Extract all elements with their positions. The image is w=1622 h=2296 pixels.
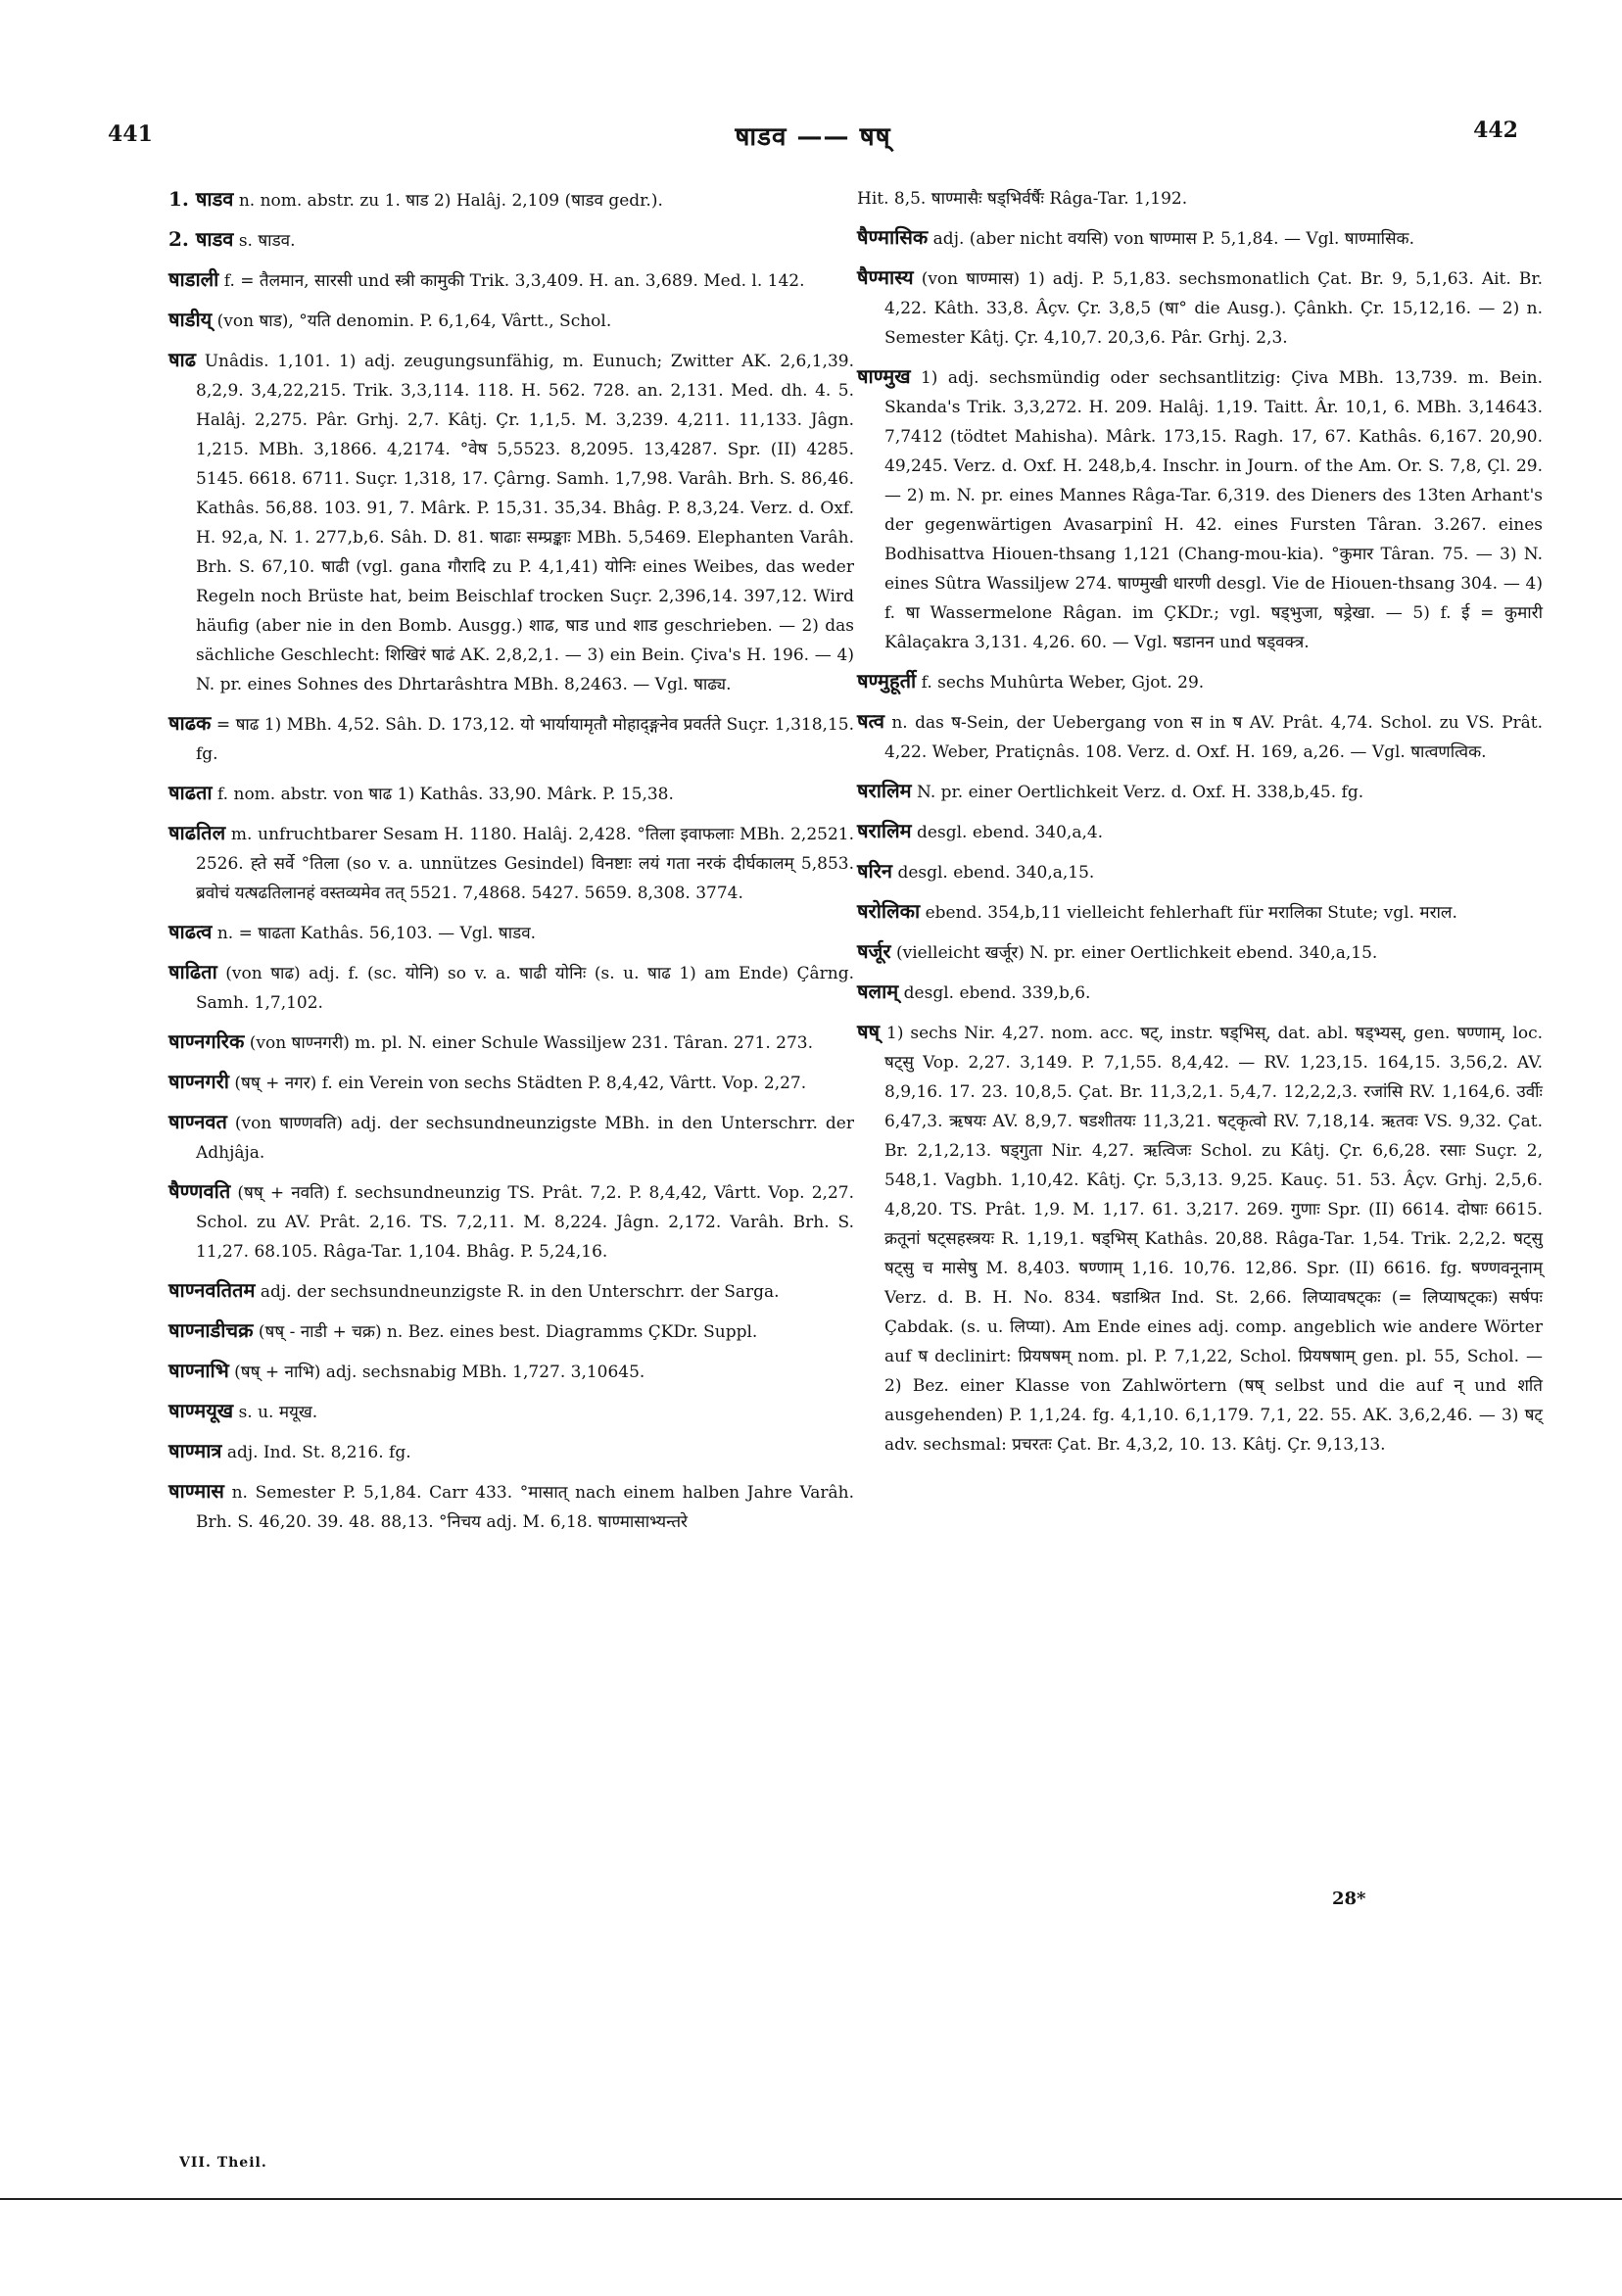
dictionary-entry (168, 1396, 854, 1427)
entry-headword: षाडीय् (168, 308, 213, 331)
entry-headword: षाढतिल (168, 821, 226, 844)
dictionary-entry (168, 1436, 854, 1467)
dictionary-entry (168, 957, 854, 1018)
dictionary-entry (857, 977, 1543, 1008)
entry-headword: 1. षाडव (168, 187, 234, 211)
entry-text: (von षाढ) adj. f. (sc. योनि) so v. a. षाढी योनिः (s. u. षाढ 1) am Ende) Çârng. Samh. 1,7,102. (196, 964, 855, 1013)
dictionary-entry (168, 708, 854, 769)
entry-headword: षाण्नवत (168, 1110, 227, 1133)
entry-headword: षाण्नवतितम (168, 1278, 256, 1302)
entry-headword: षाडाली (168, 267, 219, 291)
dictionary-entry (857, 361, 1543, 657)
dictionary-entry (168, 818, 854, 908)
entry-headword: षाण्मास (168, 1479, 224, 1503)
entry-text: desgl. ebend. 340,a,15. (897, 863, 1095, 883)
page-header (108, 116, 1518, 155)
entry-text: n. nom. abstr. zu 1. षाड 2) Halâj. 2,109 (षाडव gedr.). (238, 191, 663, 211)
dictionary-entry (857, 936, 1543, 968)
dictionary-entry (857, 184, 1543, 214)
entry-text: N. pr. einer Oertlichkeit Verz. d. Oxf. H. 338,b,45. fg. (917, 783, 1364, 802)
entry-headword: षाण्मयूख (168, 1399, 234, 1422)
dictionary-entry (168, 1476, 854, 1537)
right-column (857, 184, 1543, 1468)
entry-headword: षाढिता (168, 960, 217, 983)
entry-text: adj. (aber nicht वयसि) von षाण्मास P. 5,1,84. — Vgl. षाण्मासिक. (932, 229, 1415, 249)
dictionary-entry (168, 778, 854, 809)
entry-headword: षाण्नगरी (168, 1070, 229, 1093)
entry-text: Hit. 8,5. षाण्मासैः षड्भिर्वर्षैः Râga-Tar. 1,192. (857, 189, 1188, 209)
page-number-right: 442 (1473, 118, 1518, 143)
sheet-number: 28* (1332, 1889, 1366, 1909)
dictionary-entry (857, 816, 1543, 847)
entry-text: n. das ष-Sein, der Uebergang von स in ष AV. Prât. 4,74. Schol. zu VS. Prât. 4,22. Weber, Pratiçnâs. 108. Verz. d. Oxf. H. 169, a,26. — Vgl. षात्वणत्विक. (884, 713, 1543, 762)
entry-text: ebend. 354,b,11 vielleicht fehlerhaft für मरालिका Stute; vgl. मराल. (925, 903, 1457, 923)
dictionary-entry (168, 1027, 854, 1058)
entry-text: f. = तैलमान, सारसी und स्त्री कामुकी Trik. 3,3,409. H. an. 3,689. Med. l. 142. (223, 271, 805, 291)
entry-text: (षष् - नाडी + चक्र) n. Bez. eines best. Diagramms ÇKDr. Suppl. (258, 1322, 758, 1342)
running-title: षाडव —— षष् (735, 122, 891, 152)
dictionary-entry (168, 1356, 854, 1387)
entry-text: (von षाड), °यति denomin. P. 6,1,64, Vârtt., Schol. (216, 311, 612, 331)
dictionary-entry (857, 776, 1543, 807)
dictionary-entry (168, 1315, 854, 1347)
dictionary-entry (168, 917, 854, 948)
dictionary-entry (168, 264, 854, 296)
entry-headword: षाण्नाभि (168, 1359, 229, 1382)
entry-headword: 2. षाडव (168, 227, 234, 251)
entry-text: (vielleicht खर्जूर) N. pr. einer Oertlichkeit ebend. 340,a,15. (896, 943, 1378, 963)
entry-text: n. = षाढता Kathâs. 56,103. — Vgl. षाडव. (216, 924, 537, 943)
entry-text: s. u. मयूख. (238, 1403, 318, 1422)
entry-text: f. nom. abstr. von षाढ 1) Kathâs. 33,90. Mârk. P. 15,38. (217, 785, 674, 804)
entry-headword: षरिन (857, 859, 893, 883)
entry-headword: षाढक (168, 711, 212, 735)
entry-text: (षष् + नवति) f. sechsundneunzig TS. Prât. 7,2. P. 8,4,42, Vârtt. Vop. 2,27. Schol. zu AV. Prât. 2,16. TS. 7,2,11. M. 8,224. Jâgn. 2,172. Varâh. Brh. S. 11,27. 68.105. Râga-Tar. 1,104. Bhâg. P. 5,24,16. (196, 1183, 854, 1262)
entry-text: desgl. ebend. 339,b,6. (903, 983, 1091, 1003)
dictionary-entry (168, 345, 854, 699)
entry-headword: षाढ (168, 348, 196, 371)
entry-text: (von षाण्णवति) adj. der sechsundneunzigste MBh. in den Unterschrr. der Adhjâja. (196, 1114, 854, 1163)
dictionary-entry (168, 1176, 854, 1267)
entry-text: m. unfruchtbarer Sesam H. 1180. Halâj. 2,428. °तिला इवाफलाः MBh. 2,2521. 2526. ह्ते सर्वे °तिला (so v. a. unnützes Gesindel) विनष्टाः लयं गता नरकं दीर्घकालम् 5,853. ब्रवोचं यत्षढतिलानहं वस्तव्यमेव तत् 5521. 7,4868. 5427. 5659. 8,308. 3774. (196, 825, 854, 903)
entry-headword: षरालिम (857, 819, 912, 842)
entry-text: 1) sechs Nir. 4,27. nom. acc. षट्, instr. षड्भिस्, dat. abl. षड्भ्यस्, gen. षण्णाम्, loc. षट्सु Vop. 2,27. 3,149. P. 7,1,55. 8,4,42. — RV. 1,23,15. 164,15. 3,56,2. AV. 8,9,16. 17. 23. 10,8,5. Çat. Br. 11,3,2,1. 5,4,7. 12,2,2,3. रजांसि RV. 1,164,6. उर्वीः 6,47,3. ऋषयः AV. 8,9,7. षडशीतयः 11,3,21. षट्कृत्वो RV. 7,18,14. ऋतवः VS. 9,32. Çat. Br. 2,1,2,13. षड्गुता Nir. 4,27. ऋत्विजः Schol. zu Kâtj. Çr. 6,6,28. रसाः Suçr. 2, 548,1. Vagbh. 1,10,42. Kâtj. Çr. 5,3,13. 9,25. Kauç. 51. 53. Âçv. Grhj. 2,5,6. 4,8,20. TS. Prât. 1,9. M. 1,17. 61. 3,217. 269. गुणाः Spr. (II) 6614. दोषाः 6615. क्रतूनां षट्सहस्त्रयः R. 1,19,1. षड्भिस् Kathâs. 20,88. Râga-Tar. 1,54. Trik. 2,2,2. षट्सु षट्सु च मासेषु M. 8,403. षण्णाम् 1,16. 10,76. 12,86. Spr. (II) 6616. fg. षण्णवनूनाम् Verz. d. B. H. No. 834. षडाश्रित Ind. St. 2,66. लिप्यावषट्कः (= लिप्याषट्कः) सर्षपः Çabdak. (s. u. लिप्या). Am Ende eines adj. comp. angeblich wie andere Wörter auf ष declinirt: प्रियषषम् nom. pl. P. 7,1,22, Schol. प्रियषषाम् gen. pl. 55, Schol. — 2) Bez. einer Klasse von Zahlwörtern (षष् selbst und die auf न् und शति ausgehenden) P. 1,1,24. fg. 4,1,10. 6,1,179. 7,1, 22. 55. AK. 3,6,2,46. — 3) षट् adv. sechsmal: प्रचरतः Çat. Br. 4,3,2, 10. 13. Kâtj. Çr. 9,13,13. (884, 1024, 1544, 1455)
dictionary-entry (857, 706, 1543, 767)
page-number-left: 441 (108, 121, 153, 147)
entry-text: (von षाण्नगरी) m. pl. N. einer Schule Wassiljew 231. Târan. 271. 273. (249, 1033, 814, 1053)
dictionary-entry (168, 305, 854, 336)
dictionary-entry (857, 222, 1543, 254)
entry-headword: षैण्मासिक (857, 225, 929, 249)
volume-label: VII. Theil. (179, 2155, 267, 2171)
entry-headword: षाण्नगरिक (168, 1029, 245, 1053)
entry-text: = षाढ 1) MBh. 4,52. Sâh. D. 173,12. यो भार्यायामृतौ मोहाद्ङ्गनेव प्रवर्तते Suçr. 1,318,15. fg. (196, 715, 854, 764)
entry-headword: षैण्णवति (168, 1179, 231, 1203)
entry-text: f. sechs Muhûrta Weber, Gjot. 29. (921, 673, 1205, 693)
entry-headword: षाण्नाडीचक्र (168, 1318, 254, 1342)
entry-headword: षाण्मात्र (168, 1439, 222, 1462)
entry-text: (षष् + नगर) f. ein Verein von sechs Städten P. 8,4,42, Vârtt. Vop. 2,27. (234, 1074, 807, 1093)
dictionary-entry (168, 1067, 854, 1098)
entry-text: Unâdis. 1,101. 1) adj. zeugungsunfähig, m. Eunuch; Zwitter AK. 2,6,1,39. 8,2,9. 3,4,22,215. Trik. 3,3,114. 118. H. 562. 728. an. 2,131. Med. dh. 4. 5. Halâj. 2,275. Pâr. Grhj. 2,7. Kâtj. Çr. 1,1,5. M. 3,239. 4,211. 11,133. Jâgn. 1,215. MBh. 3,1866. 4,2174. °वेष 5,5523. 8,2095. 13,4287. Spr. (II) 4285. 5145. 6618. 6711. Suçr. 1,318, 17. Çârng. Samh. 1,7,98. Varâh. Brh. S. 86,46. Kathâs. 56,88. 103. 91, 7. Mârk. P. 15,31. 35,34. Bhâg. P. 8,3,24. Verz. d. Oxf. H. 92,a, N. 1. 277,b,6. Sâh. D. 81. षाढाः सम्प्रङ्काः MBh. 5,5469. Elephanten Varâh. Brh. S. 67,10. षाढी (vgl. gana गौरादि zu P. 4,1,41) योनिः eines Weibes, das weder Regeln noch Brüste hat, beim Beischlaf trocken Suçr. 2,396,14. 397,12. Wird häufig (aber nie in den Bomb. Ausgg.) शाढ, षाड und शाड geschrieben. — 2) das sächliche Geschlecht: शिखिरं षाढं AK. 2,8,2,1. — 3) ein Bein. Çiva's H. 196. — 4) N. pr. eines Sohnes des Dhrtarâshtra MBh. 8,2463. — Vgl. षाढ्य. (196, 352, 854, 694)
entry-text: s. षाडव. (238, 231, 296, 251)
entry-headword: षरालिम (857, 779, 912, 802)
entry-text: adj. Ind. St. 8,216. fg. (226, 1443, 411, 1462)
entry-headword: षैण्मास्य (857, 265, 914, 289)
dictionary-entry (168, 1107, 854, 1168)
dictionary-entry (168, 224, 854, 256)
entry-headword: षण्मुहूर्ती (857, 669, 917, 693)
entry-headword: षत्व (857, 709, 884, 733)
entry-headword: षरोलिका (857, 899, 921, 923)
entry-headword: षाढत्व (168, 920, 213, 943)
entry-headword: षर्जूर (857, 939, 891, 963)
entry-text: desgl. ebend. 340,a,4. (917, 823, 1104, 842)
bottom-rule (0, 2198, 1622, 2200)
entry-text: (von षाण्मास) 1) adj. P. 5,1,83. sechsmonatlich Çat. Br. 9, 5,1,63. Ait. Br. 4,22. Kâth. 33,8. Âçv. Çr. 3,8,5 (षा° die Ausg.). Çânkh. Çr. 15,12,16. — 2) n. Semester Kâtj. Çr. 4,10,7. 20,3,6. Pâr. Grhj. 2,3. (884, 269, 1544, 348)
entry-text: n. Semester P. 5,1,84. Carr 433. °मासात् nach einem halben Jahre Varâh. Brh. S. 46,20. 39. 48. 88,13. °निचय adj. M. 6,18. षाण्मासाभ्यन्तरे (196, 1483, 855, 1532)
dictionary-entry (857, 263, 1543, 353)
entry-headword: षाण्मुख (857, 364, 911, 388)
dictionary-entry (857, 1017, 1543, 1459)
entry-headword: षष् (857, 1020, 881, 1043)
entry-headword: षाढता (168, 781, 213, 804)
dictionary-entry (168, 184, 854, 215)
entry-text: adj. der sechsundneunzigste R. in den Unterschrr. der Sarga. (260, 1282, 780, 1302)
dictionary-entry (857, 666, 1543, 697)
dictionary-entry (857, 856, 1543, 887)
entry-text: (षष् + नाभि) adj. sechsnabig MBh. 1,727. 3,10645. (234, 1363, 645, 1382)
dictionary-entry (857, 896, 1543, 928)
entry-text: 1) adj. sechsmündig oder sechsantlitzig: Çiva MBh. 13,739. m. Bein. Skanda's Trik. 3,3,272. H. 209. Halâj. 1,19. Taitt. Âr. 10,1, 6. MBh. 3,14643. 7,7412 (tödtet Mahisha). Mârk. 173,15. Ragh. 17, 67. Kathâs. 6,167. 20,90. 49,245. Verz. d. Oxf. H. 248,b,4. Inschr. in Journ. of the Am. Or. S. 7,8, Çl. 29. — 2) m. N. pr. eines Mannes Râga-Tar. 6,319. des Dieners des 13ten Arhant's der gegenwärtigen Avasarpinî H. 42. eines Fursten Târan. 3.267. eines Bodhisattva Hiouen-thsang 1,121 (Chang-mou-kia). °कुमार Târan. 75. — 3) N. eines Sûtra Wassiljew 274. षाण्मुखी धारणी desgl. Vie de Hiouen-thsang 304. — 4) f. षा Wassermelone Râgan. im ÇKDr.; vgl. षड्भुजा, षड्रेखा. — 5) f. ई = कुमारी Kâlaçakra 3,131. 4,26. 60. — Vgl. षडानन und षड्वक्त्र. (884, 368, 1543, 652)
left-column (168, 184, 854, 1546)
entry-headword: षलाम् (857, 980, 899, 1003)
dictionary-entry (168, 1275, 854, 1307)
